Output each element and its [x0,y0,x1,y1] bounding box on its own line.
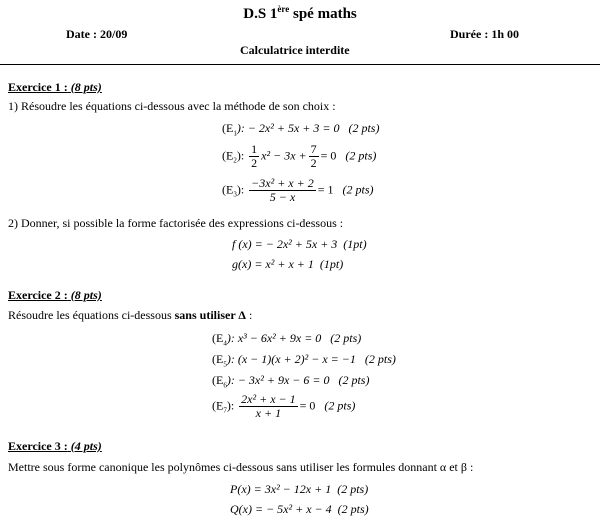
exercise-2-intro: Résoudre les équations ci-dessous sans utiliser Δ : [8,308,253,322]
expression-f: f (x) = − 2x² + 5x + 3 (1pt) [232,237,367,251]
header-divider [0,64,600,65]
exercise-3-title: Exercice 3 : (4 pts) [8,439,102,453]
exercise-2-title: Exercice 2 : (8 pts) [8,288,102,302]
exercise-1-question-1: 1) Résoudre les équations ci-dessous avec la méthode de son choix : [8,99,336,113]
calculator-notice: Calculatrice interdite [240,43,350,57]
exercise-3-intro: Mettre sous forme canonique les polynômes ci-dessous sans utiliser les formules donnant α et β : [8,460,474,474]
exercise-1-title: Exercice 1 : (8 pts) [8,80,102,94]
equation-e2: $(E_2)$: $\frac{1}{2}$ x² − 3x + $\frac{7}{2}$ = 0 (2 pts) [222,142,377,170]
equation-e7: $(E_7)$: $\frac{\text{2x² + x − 1}}{x + 1}$ = 0 (2 pts) [212,392,356,420]
expression-g: g(x) = x² + x + 1 (1pt) [232,257,344,271]
equation-e3: $(E_3)$: $\frac{\text{−3x² + x + 2}}{5 - x}$ = 1 (2 pts) [222,176,374,204]
equation-e6: $(E_6)$: − 3x² + 9x − 6 = 0 (2 pts) [212,373,370,390]
date-label: Date : 20/09 [66,27,128,41]
equation-e1: $(E_1)$: − 2x² + 5x + 3 = 0 (2 pts) [222,121,380,138]
title-rest: spé maths [289,6,357,22]
equation-e4: $(E_4)$: x³ − 6x² + 9x = 0 (2 pts) [212,331,362,348]
exercise-1-question-2: 2) Donner, si possible la forme factorisée des expressions ci-dessous : [8,216,344,230]
title-main: D.S 1 [243,6,278,22]
duration-label: Durée : 1h 00 [450,27,519,41]
equation-e5: $(E_5)$: (x − 1)(x + 2)² − x = −1 (2 pts) [212,352,396,369]
polynomial-q: Q(x) = − 5x² + x − 4 (2 pts) [230,502,369,516]
polynomial-p: P(x) = 3x² − 12x + 1 (2 pts) [230,482,369,496]
title-sup: ère [277,4,290,14]
page-title [0,4,600,23]
